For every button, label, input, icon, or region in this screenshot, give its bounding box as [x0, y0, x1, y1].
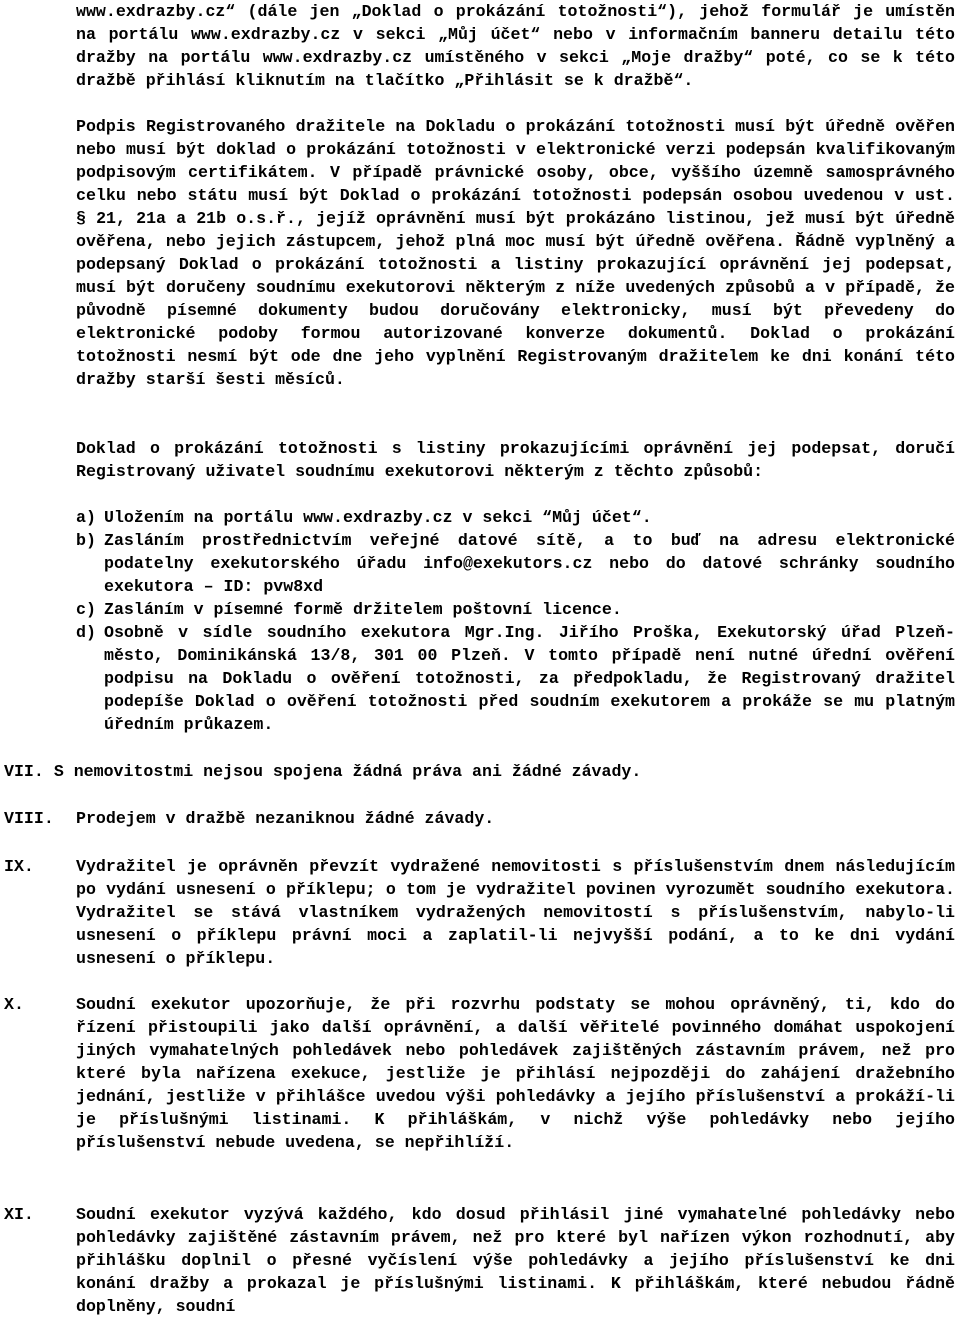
list-item-text: Uložením na portálu www.exdrazby.cz v sekci “Můj účet“.: [104, 508, 652, 527]
list-item: [76, 598, 955, 621]
section-text: S nemovitostmi nejsou spojena žádná práva ani žádné závady.: [53, 762, 642, 781]
section-vii: [4, 760, 955, 783]
section-number: VII.: [4, 762, 44, 781]
section-number: IX.: [4, 857, 34, 876]
section-number: XI.: [4, 1205, 34, 1224]
list-item-text: Osobně v sídle soudního exekutora Mgr.Ing. Jiřího Proška, Exekutorský úřad Plzeň-město, Dominikánská 13/8, 301 00 Plzeň. V tomto případě není nutné úřední ověření podpisu na Dokladu o ověření totožnosti, za předpokladu, že Registrovaný dražitel podepíše Doklad o ověření totožnosti před soudním exekutorem a prokáže se mu platným úředním průkazem.: [104, 623, 955, 734]
section-text: Soudní exekutor vyzývá každého, kdo dosud přihlásil jiné vymahatelné pohledávky nebo pohledávky zajištěné zástavním právem, než pro které byl nařízen výkon rozhodnutí, aby přihlášku doplnil o přesné vyčíslení výše pohledávky a jejího příslušenství ke dni konání dražby a prokazal je příslušnými listinami. K přihláškám, které nebudou řádně doplněny, soudní: [76, 1205, 955, 1316]
list-item: [76, 621, 955, 736]
list-item: [76, 529, 955, 598]
list-item-text: Zasláním v písemné formě držitelem poštovní licence.: [104, 600, 622, 619]
delivery-methods-list: [76, 506, 955, 736]
section-number: VIII.: [4, 809, 54, 828]
list-item-letter: a): [76, 508, 96, 527]
list-item-letter: c): [76, 600, 96, 619]
section-text: Soudní exekutor upozorňuje, že při rozvrhu podstaty se mohou oprávněný, ti, kdo do řízení přistoupili jako další oprávnění, a další věřitelé povinného domáhat uspokojení jiných vymahatelných pohledávek nebo pohledávek zajištěných zástavním právem, než pro které byla nařízena exekuce, jestliže je přihlásí nejpozději do zahájení dražebního jednání, jestliže v přihlášce uvedou výši pohledávky a jejího příslušenství a prokáží-li je příslušnými listinami. K přihláškám, v nichž výše pohledávky nebo jejího příslušenství nebude uvedena, se nepřihlíží.: [76, 995, 955, 1152]
section-ix: [4, 855, 955, 970]
section-number: X.: [4, 995, 24, 1014]
intro-paragraph-block: [76, 0, 955, 92]
signature-paragraph-block: [76, 115, 955, 391]
section-text: Prodejem v dražbě nezaniknou žádné závady.: [76, 809, 495, 828]
delivery-intro-block: [76, 437, 955, 483]
intro-paragraph: www.exdrazby.cz“ (dále jen „Doklad o prokázání totožnosti“), jehož formulář je umístěn na portálu www.exdrazby.cz v sekci „Můj účet“ nebo v informačním banneru detailu této dražby na portálu www.exdrazby.cz umístěného v sekci „Moje dražby“ poté, co se k této dražbě přihlásí kliknutím na tlačítko „Přihlásit se k dražbě“.: [76, 2, 955, 90]
list-item-letter: d): [76, 623, 96, 642]
list-item-text: Zasláním prostřednictvím veřejné datové sítě, a to buď na adresu elektronické podatelny exekutorského úřadu info@exekutors.cz nebo do datové schránky soudního exekutora – ID: pvw8xd: [104, 531, 955, 596]
section-text: Vydražitel je oprávněn převzít vydražené nemovitosti s příslušenstvím dnem následujícím po vydání usnesení o příklepu; o tom je vydražitel povinen vyrozumět soudního exekutora. Vydražitel se stává vlastníkem vydražených nemovitostí s příslušenstvím, nabylo-li usnesení o příklepu právní moci a zaplatil-li nejvyšší podání, a to ke dni vydání usnesení o příklepu.: [76, 857, 955, 968]
delivery-intro-paragraph: Doklad o prokázání totožnosti s listiny prokazujícími oprávnění jej podepsat, doručí Registrovaný uživatel soudnímu exekutorovi některým z těchto způsobů:: [76, 439, 955, 481]
section-viii: [4, 807, 955, 830]
list-item: [76, 506, 955, 529]
section-x: [4, 993, 955, 1154]
section-xi: [4, 1203, 955, 1318]
list-item-letter: b): [76, 531, 96, 550]
signature-paragraph: Podpis Registrovaného dražitele na Dokladu o prokázání totožnosti musí být úředně ověřen nebo musí být doklad o prokázání totožnosti v elektronické verzi podepsán kvalifikovaným podpisovým certifikátem. V případě právnické osoby, obce, vyššího územně samosprávného celku nebo státu musí být Doklad o prokázání totožnosti podepsán osobou uvedenou v ust. § 21, 21a a 21b o.s.ř., jejíž oprávnění musí být prokázáno listinou, jež musí být úředně ověřena, nebo jejich zástupcem, jehož plná moc musí být úředně ověřena. Řádně vyplněný a podepsaný Doklad o prokázání totožnosti a listiny prokazující oprávnění jej podepsat, musí být doručeny soudnímu exekutorovi některým z níže uvedených způsobů a v případě, že původně písemné dokumenty budou doručovány elektronicky, musí být převedeny do elektronické podoby formou autorizované konverze dokumentů. Doklad o prokázání totožnosti nesmí být ode dne jeho vyplnění Registrovaným dražitelem ke dni konání této dražby starší šesti měsíců.: [76, 117, 955, 389]
